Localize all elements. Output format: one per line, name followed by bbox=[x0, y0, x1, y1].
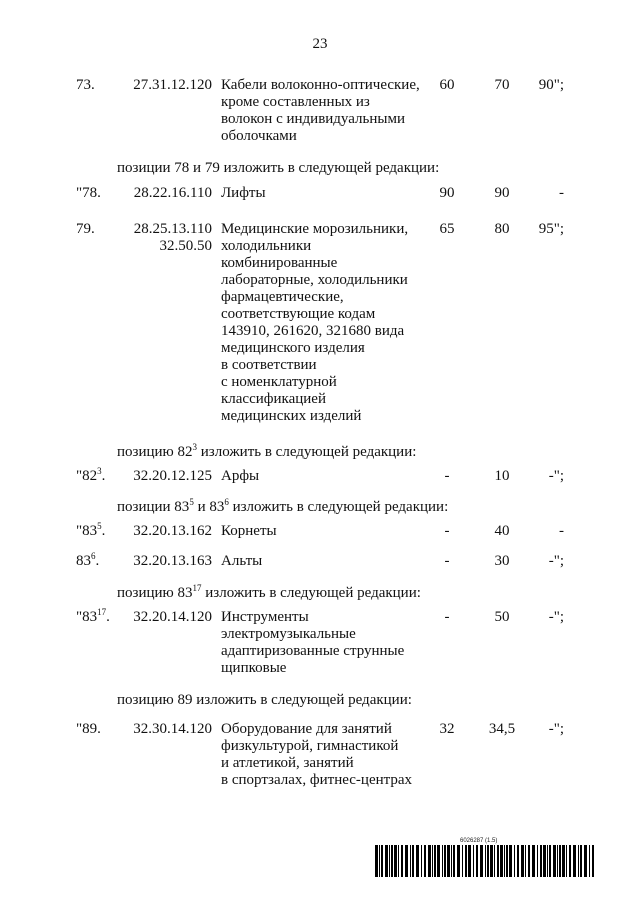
value-2: 34,5 bbox=[488, 721, 516, 737]
instruction-part: позиции 83 bbox=[117, 499, 190, 515]
row-number-end: . bbox=[101, 468, 106, 484]
value-1: - bbox=[444, 523, 450, 539]
superscript: 3 bbox=[192, 442, 197, 452]
row-code bbox=[128, 221, 212, 255]
row-name: Арфы bbox=[221, 468, 260, 484]
name-line: классификацией bbox=[221, 391, 326, 407]
name-line: волокон с индивидуальными bbox=[221, 111, 405, 127]
name-line: 143910, 261620, 321680 вида bbox=[221, 323, 405, 339]
superscript: 3 bbox=[97, 466, 102, 476]
name-line: лабораторные, холодильники bbox=[221, 272, 408, 288]
superscript: 5 bbox=[189, 497, 194, 507]
row-code: 32.20.13.162 bbox=[133, 523, 212, 539]
row-name bbox=[221, 721, 426, 789]
value-2: 10 bbox=[494, 468, 510, 484]
barcode-label: 6026287 (1.5) bbox=[460, 838, 498, 844]
row-number: 73. bbox=[76, 77, 95, 93]
value-1: 90 bbox=[439, 185, 455, 201]
value-1: 60 bbox=[439, 77, 455, 93]
value-2: 30 bbox=[494, 553, 510, 569]
row-number-main: "82 bbox=[76, 468, 98, 484]
value-2: 70 bbox=[494, 77, 510, 93]
value-1: 32 bbox=[439, 721, 455, 737]
name-line: физкультурой, гимнастикой bbox=[221, 738, 399, 754]
row-number-end: . bbox=[101, 523, 106, 539]
value-2: 80 bbox=[494, 221, 510, 237]
name-line: кроме составленных из bbox=[221, 94, 370, 110]
superscript: 5 bbox=[97, 521, 102, 531]
row-code: 32.20.13.163 bbox=[133, 553, 212, 569]
row-number bbox=[76, 609, 110, 626]
name-line: щипковые bbox=[221, 660, 287, 676]
row-name bbox=[221, 221, 426, 425]
instruction-text: позицию 89 изложить в следующей редакции: bbox=[117, 692, 412, 708]
row-name bbox=[221, 609, 426, 677]
row-name: Альты bbox=[221, 553, 263, 569]
instruction-part: изложить в следующей редакции: bbox=[201, 585, 421, 601]
row-name: Лифты bbox=[221, 185, 266, 201]
instruction-text bbox=[117, 585, 421, 602]
name-line: Инструменты bbox=[221, 609, 309, 625]
row-code: 27.31.12.120 bbox=[133, 77, 212, 93]
row-code: 28.22.16.110 bbox=[133, 185, 212, 201]
row-code: 32.30.14.120 bbox=[133, 721, 212, 737]
row-number-main: 83 bbox=[76, 553, 91, 569]
name-line: в спортзалах, фитнес-центрах bbox=[221, 772, 413, 788]
value-2: 40 bbox=[494, 523, 510, 539]
code-line: 32.50.50 bbox=[159, 238, 212, 254]
instruction-part: изложить в следующей редакции: bbox=[228, 499, 449, 515]
instruction-text: позиции 78 и 79 изложить в следующей редакции: bbox=[117, 160, 440, 176]
value-3: -"; bbox=[548, 553, 564, 569]
superscript: 6 bbox=[224, 497, 229, 507]
name-line: электромузыкальные bbox=[221, 626, 356, 642]
row-number-end: . bbox=[95, 553, 100, 569]
name-line: Медицинские морозильники, bbox=[221, 221, 409, 237]
instruction-text bbox=[117, 499, 448, 516]
value-2: 90 bbox=[494, 185, 510, 201]
value-1: - bbox=[444, 468, 450, 484]
row-number bbox=[76, 553, 99, 570]
value-3: 95"; bbox=[538, 221, 564, 237]
name-line: комбинированные bbox=[221, 255, 338, 271]
name-line: в соответствии bbox=[221, 357, 317, 373]
value-1: - bbox=[444, 609, 450, 625]
superscript: 6 bbox=[91, 551, 96, 561]
row-number: 79. bbox=[76, 221, 95, 237]
instruction-part: и 83 bbox=[193, 499, 225, 515]
name-line: холодильники bbox=[221, 238, 312, 254]
row-name bbox=[221, 77, 426, 145]
row-number-end: . bbox=[106, 609, 110, 625]
name-line: медицинского изделия bbox=[221, 340, 365, 356]
value-1: 65 bbox=[439, 221, 455, 237]
row-code: 32.20.12.125 bbox=[133, 468, 212, 484]
value-2: 50 bbox=[494, 609, 510, 625]
row-number: "78. bbox=[76, 185, 101, 201]
barcode-image bbox=[375, 845, 597, 877]
row-number-main: "83 bbox=[76, 609, 98, 625]
row-number bbox=[76, 468, 105, 485]
value-3: -"; bbox=[548, 721, 564, 737]
name-line: с номенклатурной bbox=[221, 374, 337, 390]
value-1: - bbox=[444, 553, 450, 569]
name-line: оболочками bbox=[221, 128, 297, 144]
name-line: медицинских изделий bbox=[221, 408, 362, 424]
name-line: и атлетикой, занятий bbox=[221, 755, 354, 771]
name-line: адаптиризованные струнные bbox=[221, 643, 405, 659]
value-3: -"; bbox=[548, 609, 564, 625]
name-line: соответствующие кодам bbox=[221, 306, 376, 322]
instruction-part: позицию 82 bbox=[117, 444, 193, 460]
value-3: - bbox=[559, 185, 564, 201]
superscript: 17 bbox=[97, 607, 107, 617]
instruction-part: позицию 83 bbox=[117, 585, 193, 601]
page-number: 23 bbox=[312, 36, 328, 52]
superscript: 17 bbox=[192, 583, 202, 593]
name-line: Кабели волоконно-оптические, bbox=[221, 77, 420, 93]
name-line: Оборудование для занятий bbox=[221, 721, 392, 737]
instruction-text bbox=[117, 444, 416, 461]
row-code: 32.20.14.120 bbox=[133, 609, 212, 625]
row-name: Корнеты bbox=[221, 523, 277, 539]
value-3: - bbox=[559, 523, 564, 539]
row-number-main: "83 bbox=[76, 523, 98, 539]
instruction-part: изложить в следующей редакции: bbox=[197, 444, 417, 460]
value-3: 90"; bbox=[538, 77, 564, 93]
code-line: 28.25.13.110 bbox=[133, 221, 212, 237]
row-number bbox=[76, 523, 105, 540]
value-3: -"; bbox=[548, 468, 564, 484]
row-number: "89. bbox=[76, 721, 101, 737]
name-line: фармацевтические, bbox=[221, 289, 344, 305]
